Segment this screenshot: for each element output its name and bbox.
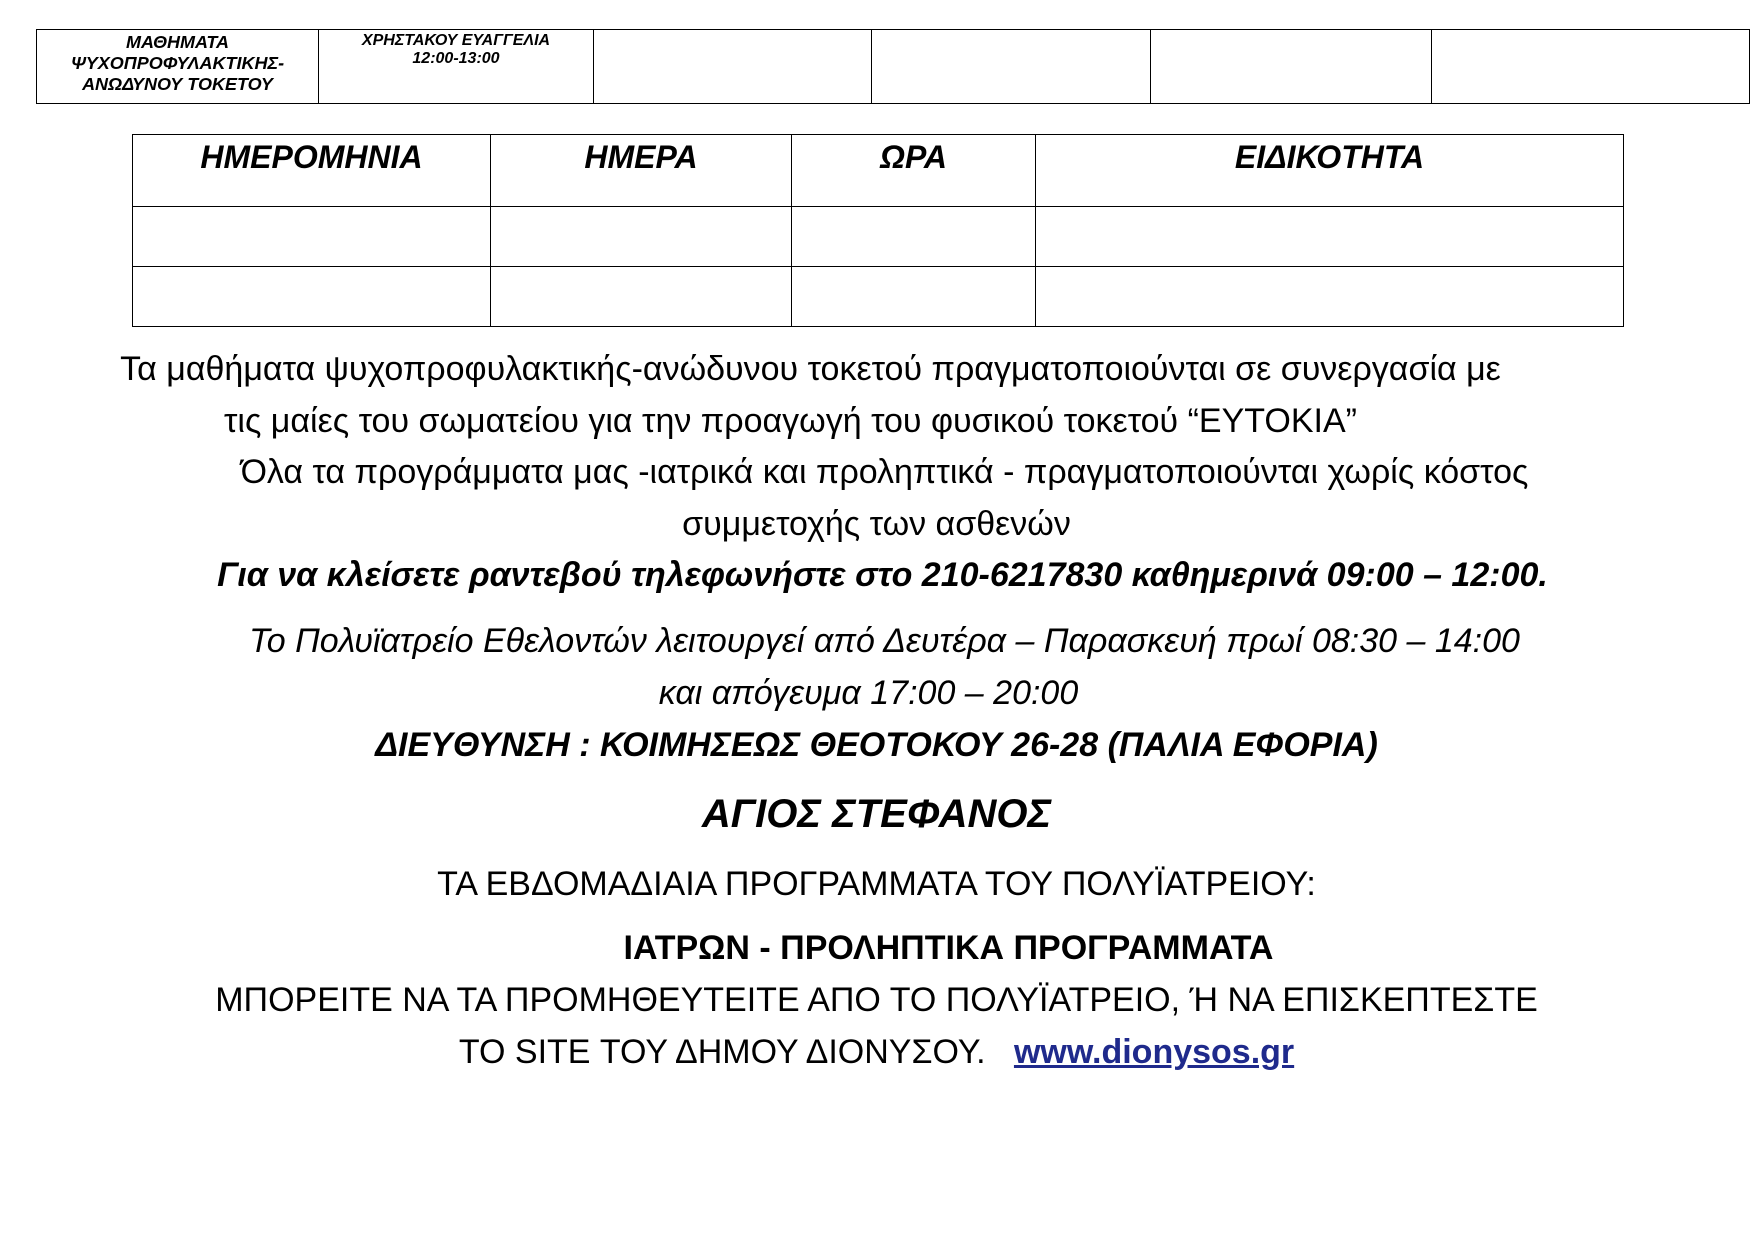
date-cell	[133, 267, 491, 327]
obtain-programs-line1: ΜΠΟΡΕΙΤΕ ΝΑ ΤΑ ΠΡΟΜΗΘΕΥΤΕΙΤΕ ΑΠΟ ΤΟ ΠΟΛΥΪΑΤΡΕΙΟ, Ή ΝΑ ΕΠΙΣΚΕΠΤΕΣΤΕ	[215, 981, 1538, 1019]
appointment-header-row	[133, 135, 1624, 207]
opening-hours-line1: Το Πολυϊατρείο Εθελοντών λειτουργεί από Δευτέρα – Παρασκευή πρωί 08:30 – 14:00	[249, 622, 1520, 660]
teacher-cell	[319, 30, 594, 104]
specialty-cell	[1036, 207, 1624, 267]
appointment-phone-text: Για να κλείσετε ραντεβού τηλεφωνήστε στο 210-6217830 καθημερινά 09:00 – 12:00.	[217, 556, 1548, 594]
empty-cell	[1151, 30, 1432, 104]
empty-cell	[594, 30, 872, 104]
website-link[interactable]: www.dionysos.gr	[1013, 1033, 1295, 1071]
program-types-text: ΙΑΤΡΩΝ - ΠΡΟΛΗΠΤΙΚΑ ΠΡΟΓΡΑΜΜΑΤΑ	[623, 929, 1274, 967]
course-cell	[37, 30, 319, 104]
obtain-programs-line2	[0, 1033, 1753, 1072]
obtain-programs-text: ΤΟ SITE ΤΟΥ ΔΗΜΟΥ ΔΙΟΝΥΣΟΥ.	[458, 1033, 1014, 1071]
time-cell	[792, 267, 1036, 327]
empty-cell	[872, 30, 1151, 104]
header-day: ΗΜΕΡΑ	[491, 135, 792, 207]
town-name: ΑΓΙΟΣ ΣΤΕΦΑΝΟΣ	[701, 792, 1052, 836]
table-row	[133, 267, 1624, 327]
header-time: ΩΡΑ	[792, 135, 1036, 207]
course-time: 12:00-13:00	[412, 50, 500, 67]
teacher-name: ΧΡΗΣΤΑΚΟΥ ΕΥΑΓΓΕΛΙΑ	[361, 32, 551, 49]
collaboration-text-line1: Τα μαθήματα ψυχοπροφυλακτικής-ανώδυνου τοκετού πραγματοποιούνται σε συνεργασία με	[120, 350, 1501, 388]
header-date: ΗΜΕΡΟΜΗΝΙΑ	[133, 135, 491, 207]
opening-hours-line2: και απόγευμα 17:00 – 20:00	[658, 674, 1079, 712]
empty-cell	[1432, 30, 1750, 104]
specialty-cell	[1036, 267, 1624, 327]
appointment-table	[132, 134, 1624, 327]
table-row	[133, 207, 1624, 267]
day-cell	[491, 207, 792, 267]
time-cell	[792, 207, 1036, 267]
collaboration-text-line2: τις μαίες του σωματείου για την προαγωγή του φυσικού τοκετού “ΕΥΤΟΚΙΑ”	[223, 402, 1357, 440]
schedule-strip-table	[36, 29, 1750, 104]
weekly-programs-heading: ΤΑ ΕΒΔΟΜΑΔΙΑΙΑ ΠΡΟΓΡΑΜΜΑΤΑ ΤΟΥ ΠΟΛΥΪΑΤΡΕΙΟΥ:	[437, 865, 1316, 903]
course-name: ΜΑΘΗΜΑΤΑ ΨΥΧΟΠΡΟΦΥΛΑΚΤΙΚΗΣ- ΑΝΩΔΥΝΟΥ ΤΟΚΕΤΟΥ	[70, 32, 285, 94]
address-text: ΔΙΕΥΘΥΝΣΗ : ΚΟΙΜΗΣΕΩΣ ΘΕΟΤΟΚΟΥ 26-28 (ΠΑΛΙΑ ΕΦΟΡΙΑ)	[375, 726, 1378, 764]
schedule-strip-row	[37, 30, 1750, 104]
day-cell	[491, 267, 792, 327]
header-specialty: ΕΙΔΙΚΟΤΗΤΑ	[1036, 135, 1624, 207]
date-cell	[133, 207, 491, 267]
free-of-charge-line1: Όλα τα προγράμματα μας -ιατρικά και προληπτικά - πραγματοποιούνται χωρίς κόστος	[240, 453, 1529, 491]
free-of-charge-line2: συμμετοχής των ασθενών	[682, 505, 1071, 543]
